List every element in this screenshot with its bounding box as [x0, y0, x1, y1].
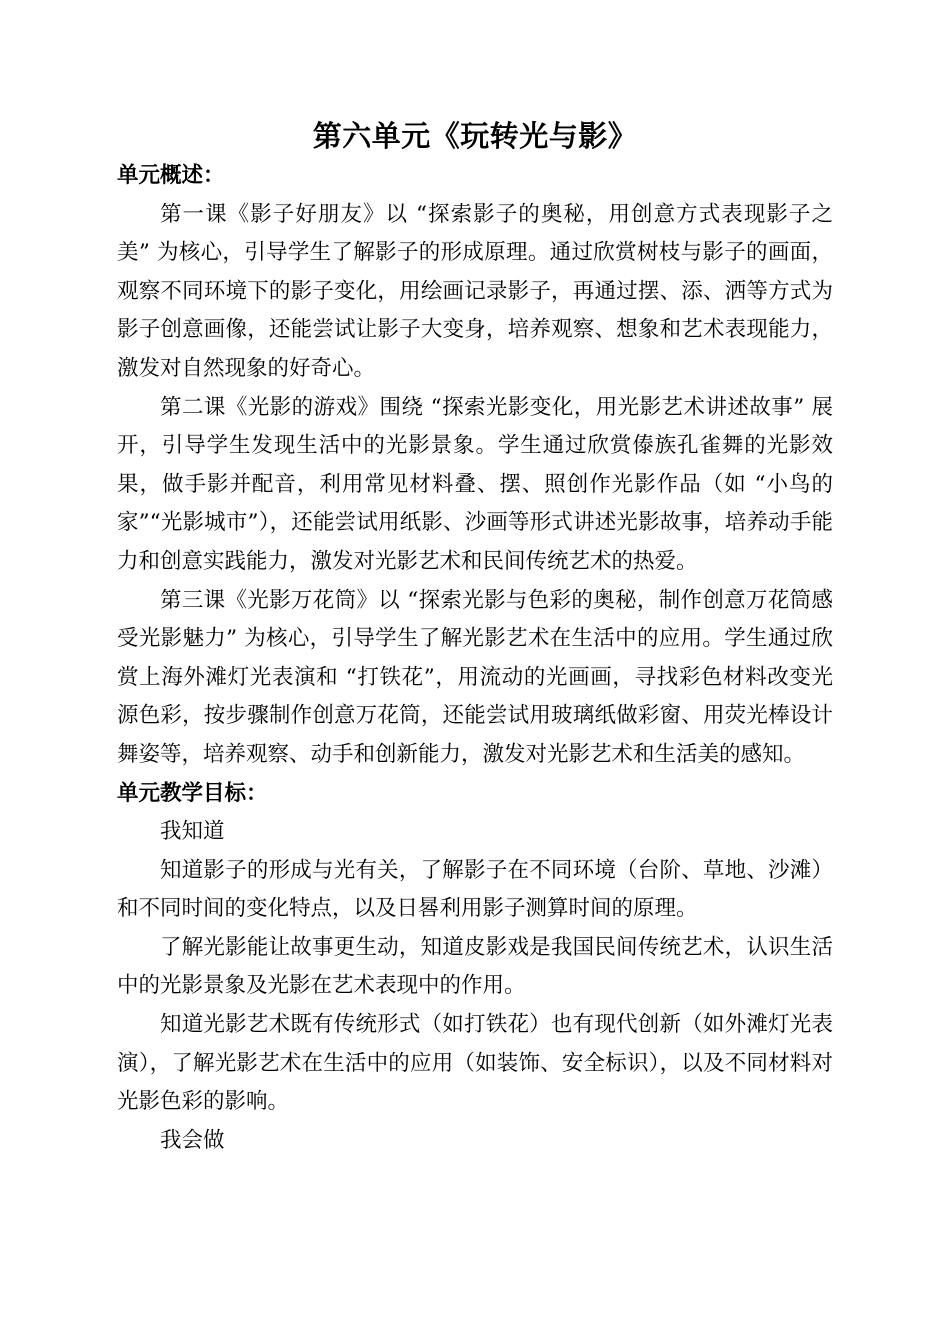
know-paragraph: 知道影子的形成与光有关，了解影子在不同环境（台阶、草地、沙滩）和不同时间的变化特点，以及日晷利用影子测算时间的原理。 [117, 857, 833, 922]
overview-heading: 单元概述： [117, 163, 225, 188]
know-paragraph: 知道光影艺术既有传统形式（如打铁花）也有现代创新（如外滩灯光表演），了解光影艺术在生活中的应用（如装饰、安全标识），以及不同材料对光影色彩的影响。 [117, 1012, 833, 1115]
know-paragraph: 了解光影能让故事更生动，知道皮影戏是我国民间传统艺术，认识生活中的光影景象及光影在艺术表现中的作用。 [117, 934, 833, 999]
document-body [117, 157, 833, 1160]
know-subheading: 我知道 [160, 819, 225, 845]
document-title: 第六单元《玩转光与影》 [312, 119, 638, 153]
do-subheading: 我会做 [160, 1127, 225, 1153]
overview-paragraph-lesson-3: 第三课《光影万花筒》以 “探索光影与色彩的奥秘，制作创意万花筒感受光影魅力” 为核心，引导学生了解光影艺术在生活中的应用。学生通过欣赏上海外滩灯光表演和 “打铁花”，用流动的光画画，寻找彩色材料改变光源色彩，按步骤制作创意万花筒，还能尝试用玻璃纸做彩窗、用荧光棒设计舞姿等，培养观察、动手和创新能力，激发对光影艺术和生活美的感知。 [117, 587, 833, 767]
overview-paragraph-lesson-2: 第二课《光影的游戏》围绕 “探索光影变化，用光影艺术讲述故事” 展开，引导学生发现生活中的光影景象。学生通过欣赏傣族孔雀舞的光影效果，做手影并配音，利用常见材料叠、摆、照创作光影作品（如 “小鸟的家”“光影城市”），还能尝试用纸影、沙画等形式讲述光影故事，培养动手能力和创意实践能力，激发对光影艺术和民间传统艺术的热爱。 [117, 394, 833, 574]
overview-paragraph-lesson-1: 第一课《影子好朋友》以 “探索影子的奥秘，用创意方式表现影子之美” 为核心，引导学生了解影子的形成原理。通过欣赏树枝与影子的画面，观察不同环境下的影子变化，用绘画记录影子，再通过摆、添、洒等方式为影子创意画像，还能尝试让影子大变身，培养观察、想象和艺术表现能力，激发对自然现象的好奇心。 [117, 201, 833, 381]
goals-heading: 单元教学目标： [117, 780, 268, 806]
